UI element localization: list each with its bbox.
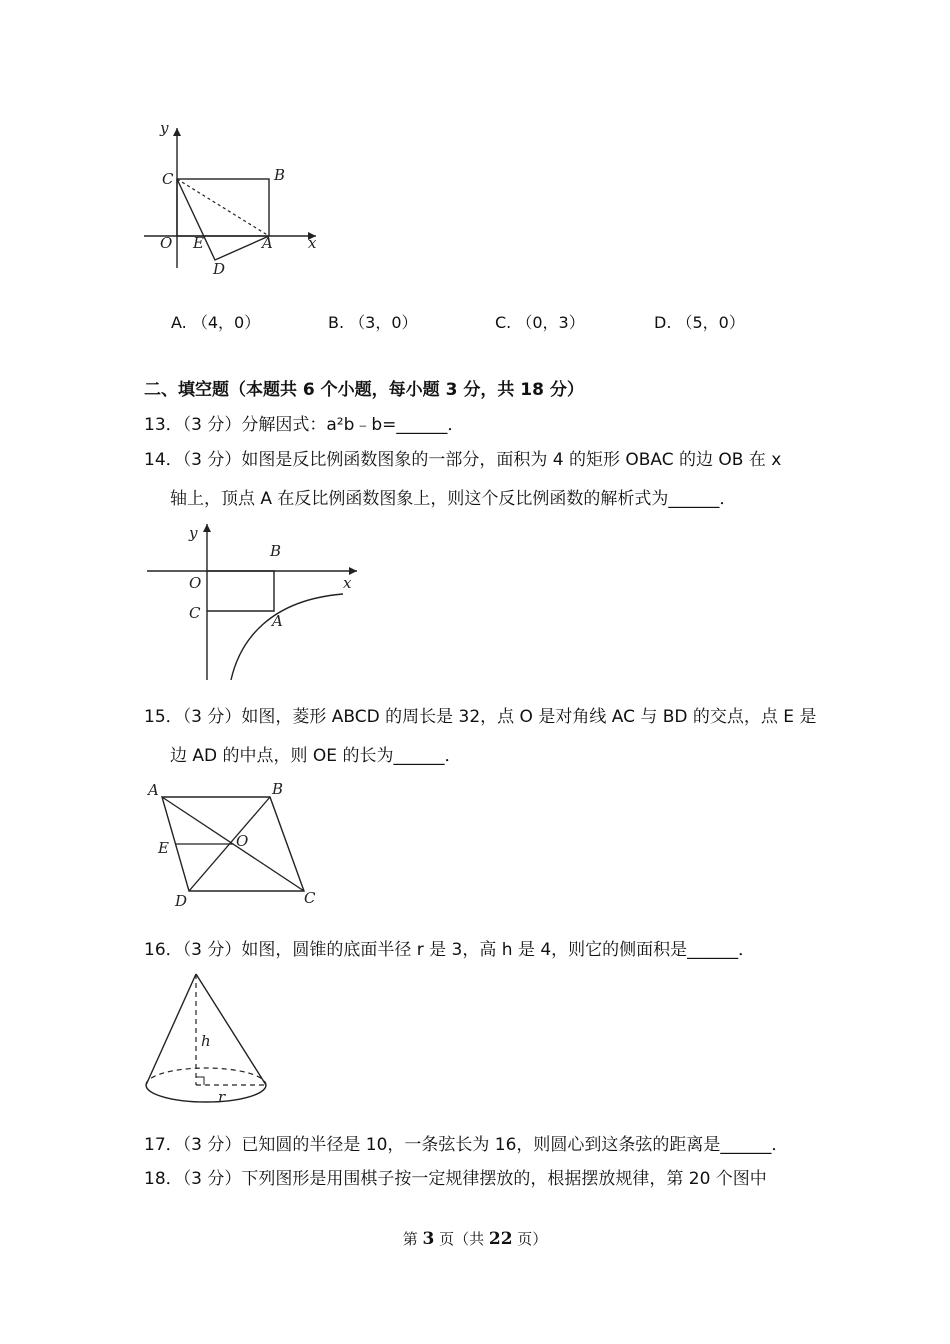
label-D: D	[213, 260, 226, 278]
label-y: y	[160, 119, 169, 137]
option-a: A. （4，0）	[171, 313, 261, 332]
label-E: E	[193, 234, 204, 252]
label-C: C	[304, 889, 316, 907]
fold-CDA	[177, 179, 269, 260]
cone-base-back	[146, 1068, 266, 1085]
rectangle-OBAC	[207, 571, 274, 611]
question-14-line2: 轴上，顶点 A 在反比例函数图象上，则这个反比例函数的解析式为______．	[170, 489, 737, 509]
label-C: C	[189, 604, 201, 622]
option-c: C. （0，3）	[495, 313, 585, 332]
q14-figure	[145, 520, 365, 682]
question-15-line2: 边 AD 的中点，则 OE 的长为______．	[170, 746, 462, 766]
q16-figure	[140, 968, 275, 1113]
label-B: B	[274, 166, 286, 184]
section-title: 二、填空题（本题共 6 个小题，每小题 3 分，共 18 分）	[144, 380, 584, 400]
label-x: x	[308, 234, 317, 252]
label-x: x	[343, 574, 352, 592]
question-16: 16．（3 分）如图，圆锥的底面半径 r 是 3，高 h 是 4，则它的侧面积是______．	[144, 940, 756, 960]
question-14-line1: 14．（3 分）如图是反比例函数图象的一部分，面积为 4 的矩形 OBAC 的边 OB 在 x	[144, 450, 782, 470]
label-B: B	[270, 542, 282, 560]
q15-figure	[140, 778, 330, 913]
label-y: y	[189, 524, 198, 542]
option-d: D. （5，0）	[654, 313, 745, 332]
label-C: C	[162, 170, 174, 188]
page-total: 22	[488, 1229, 513, 1249]
label-A: A	[148, 781, 159, 799]
question-18-line1: 18．（3 分）下列图形是用围棋子按一定规律摆放的，根据摆放规律，第 20 个图中	[144, 1169, 767, 1189]
label-h: h	[201, 1032, 211, 1050]
hyperbola-curve	[231, 594, 343, 680]
page-footer: 第 3 页（共 22 页）	[402, 1229, 548, 1249]
label-E: E	[158, 839, 169, 857]
option-b: B. （3，0）	[328, 313, 418, 332]
question-13: 13．（3 分）分解因式：a²b﹣b=______．	[144, 415, 465, 435]
label-A: A	[262, 234, 273, 252]
label-A: A	[272, 612, 283, 630]
question-15-line1: 15．（3 分）如图，菱形 ABCD 的周长是 32，点 O 是对角线 AC 与 BD 的交点，点 E 是	[144, 707, 817, 727]
label-O: O	[160, 234, 173, 252]
cone-base-front	[146, 1085, 266, 1102]
page-number: 3	[422, 1229, 435, 1249]
label-D: D	[175, 892, 188, 910]
label-r: r	[218, 1088, 226, 1106]
right-angle-mark	[196, 1077, 204, 1085]
q12-figure	[140, 118, 330, 283]
question-17: 17．（3 分）已知圆的半径是 10，一条弦长为 16，则圆心到这条弦的距离是______．	[144, 1135, 789, 1155]
label-O: O	[189, 574, 202, 592]
label-B: B	[272, 780, 284, 798]
label-O: O	[236, 832, 249, 850]
